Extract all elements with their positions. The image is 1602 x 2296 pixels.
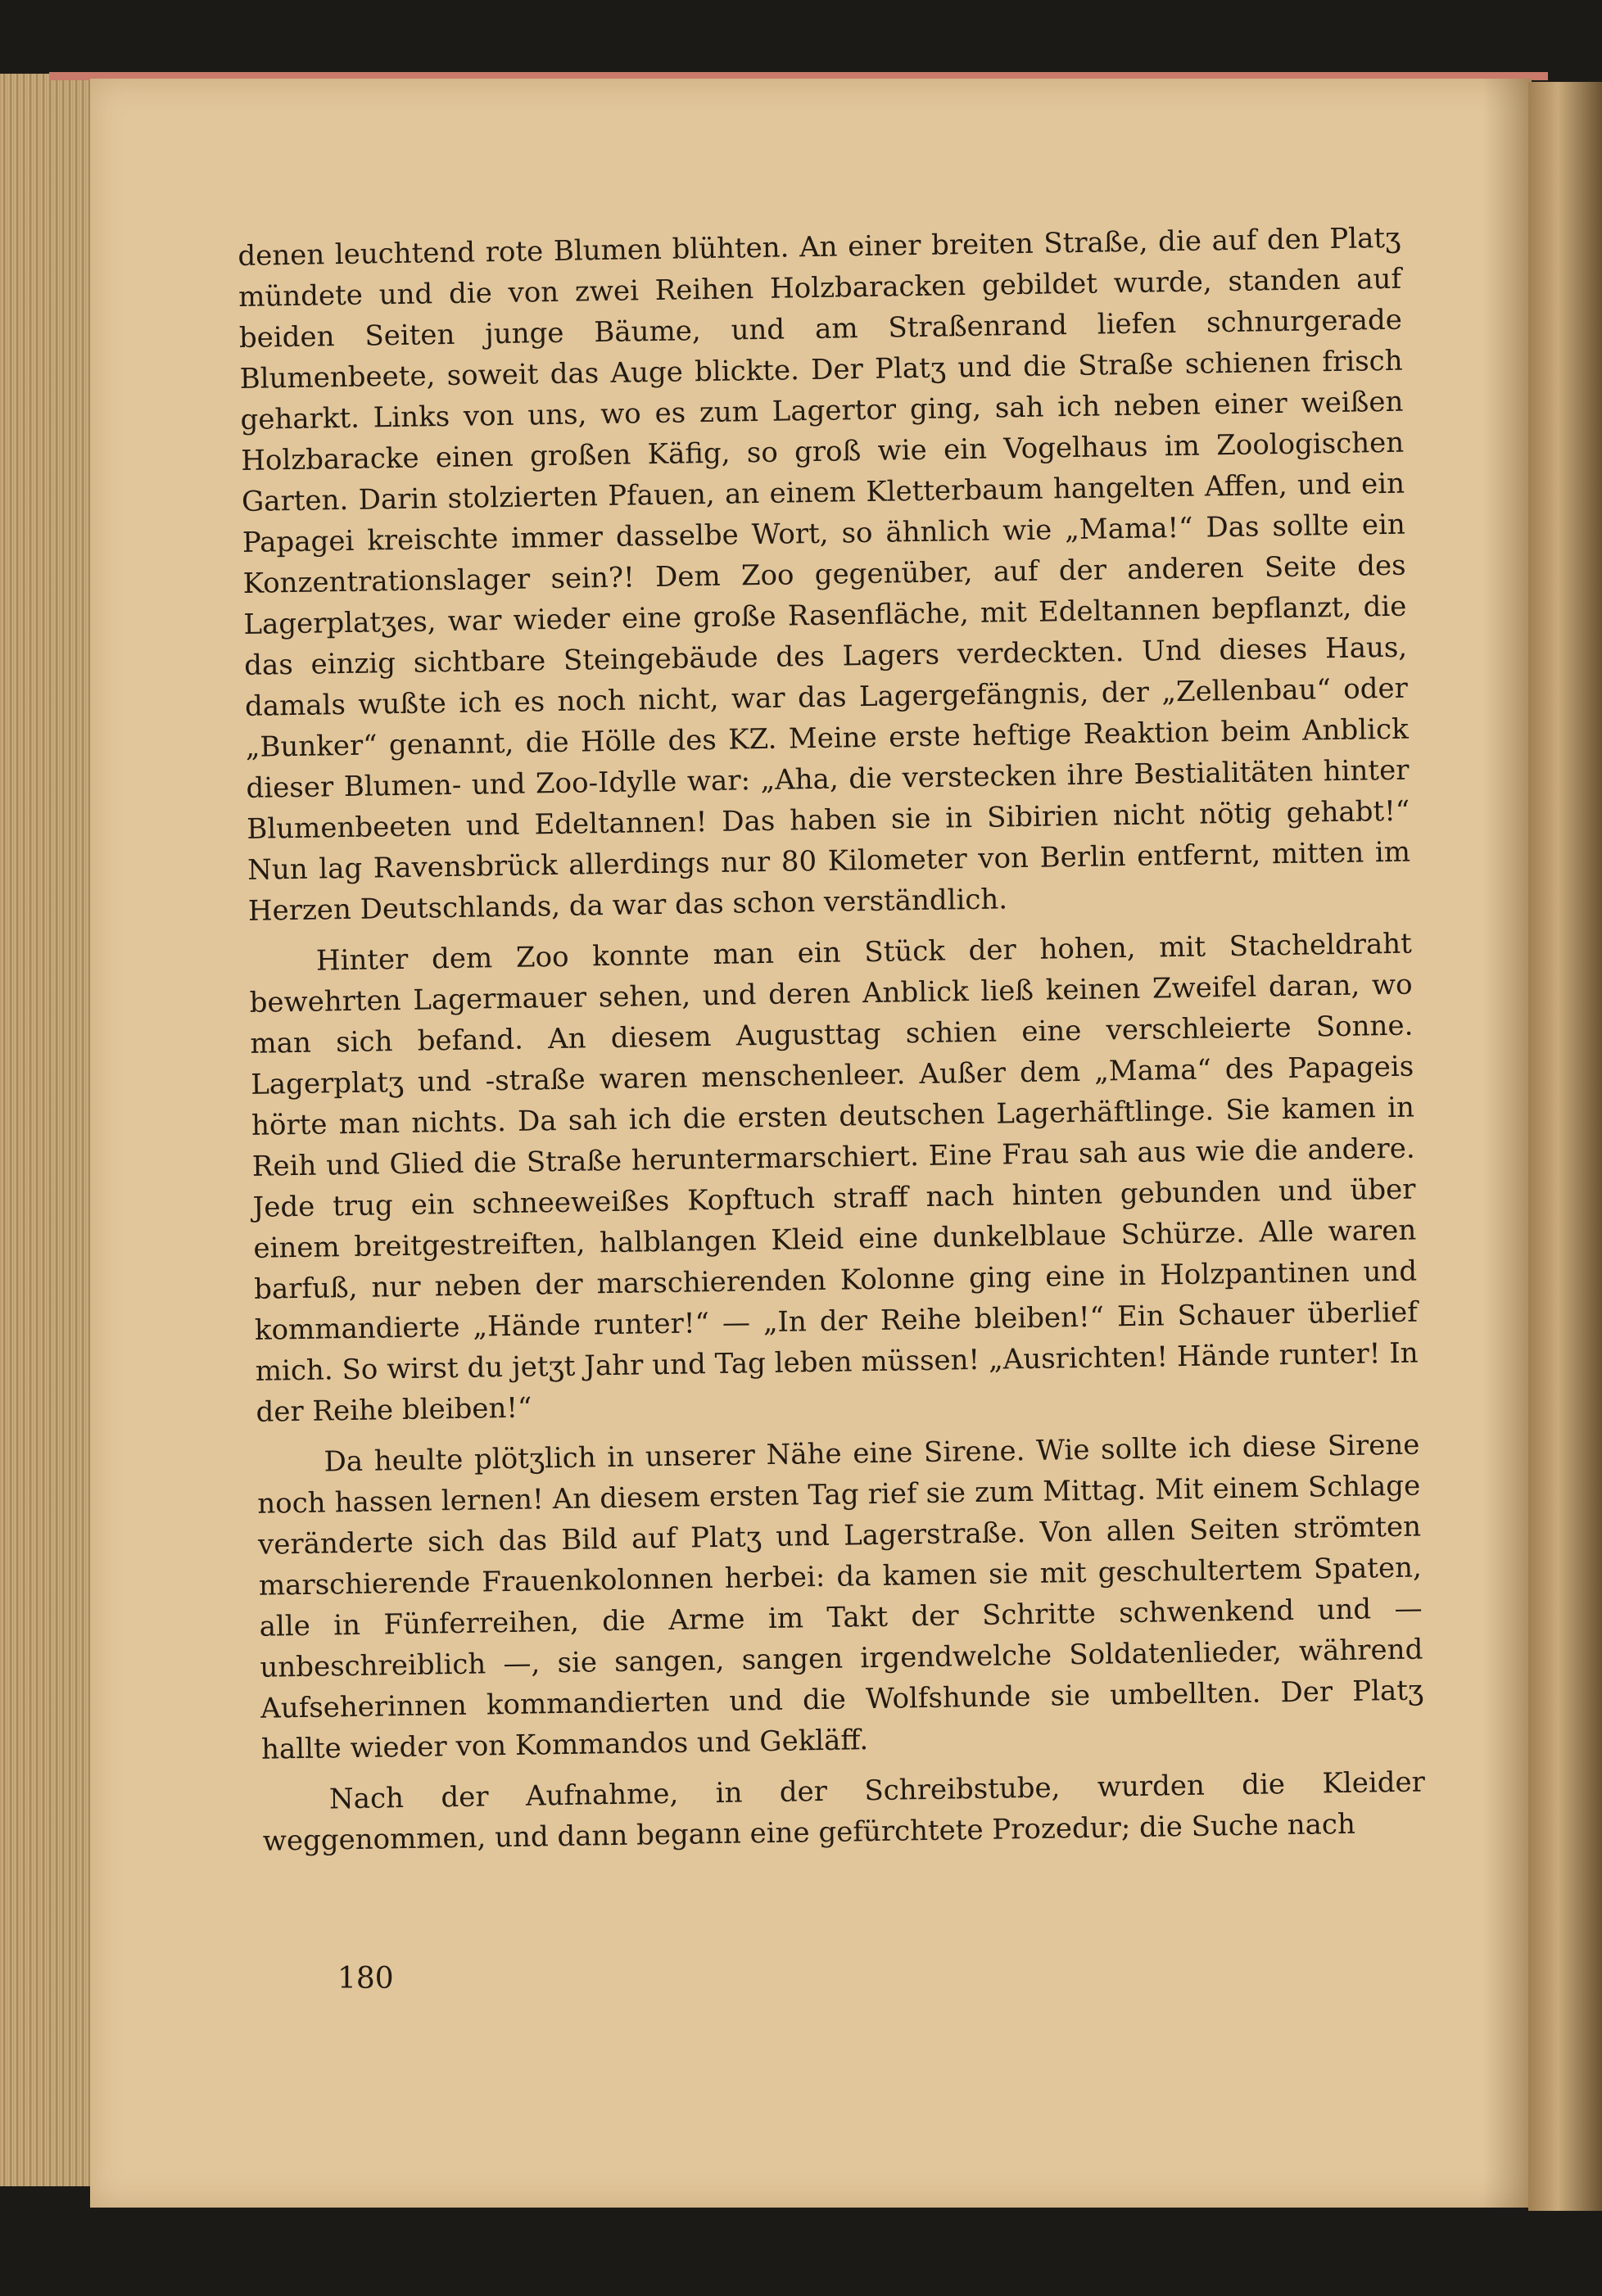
paragraph-1: denen leuchtend rote Blumen blühten. An einer breiten Straße, die auf den Platʒ mündete und die von zwei Reihen Holzbaracken gebildet wurde, standen auf beiden Seiten junge Bäume, und am Straßenrand liefen schnurgerade Blumenbeete, soweit das Auge blickte. Der Platʒ und die Straße schienen frisch geharkt. Links von uns, wo es zum Lagertor ging, sah ich neben einer weißen Holzbaracke einen großen Käfig, so groß wie ein Vogelhaus im Zoologischen Garten. Darin stolzierten Pfauen, an einem Kletterbaum hangelten Affen, und ein Papagei kreischte immer dasselbe Wort, so ähnlich wie „Mama!“ Das sollte ein Konzentrationslager sein?! Dem Zoo gegenüber, auf der anderen Seite des Lagerplatʒes, war wieder eine große Rasenfläche, mit Edeltannen bepflanzt, die das einzig sichtbare Steingebäude des Lagers verdeckten. Und dieses Haus, damals wußte ich es noch nicht, war das Lagergefängnis, der „Zellenbau“ oder „Bunker“ genannt, die Hölle des KZ. Meine erste heftige Reaktion beim Anblick dieser Blumen- und Zoo-Idylle war: „Aha, die verstecken ihre Bestialitäten hinter Blumenbeeten und Edeltannen! Das haben sie in Sibirien nicht nötig gehabt!“ Nun lag Ravensbrück allerdings nur 80 Kilometer von Berlin entfernt, mitten im Herzen Deutschlands, da war das schon verständlich. <box>238 221 1411 928</box>
paragraph-3: Da heulte plötʒlich in unserer Nähe eine Sirene. Wie sollte ich diese Sirene noch hassen lernen! An diesem ersten Tag rief sie zum Mittag. Mit einem Schlage veränderte sich das Bild auf Platʒ und Lagerstraße. Von allen Seiten strömten marschierende Frauenkolonnen herbei: da kamen sie mit geschultertem Spaten, alle in Fünferreihen, die Arme im Takt der Schritte schwenkend und — unbeschreiblich —, sie sangen, sangen irgendwelche Soldatenlieder, während Aufseherinnen kommandierten und die Wolfshunde sie umbellten. Der Platʒ hallte wieder von Kommandos und Gekläff. <box>257 1428 1424 1766</box>
binding-edge <box>1528 82 1602 2211</box>
page-number: 180 <box>337 1962 394 1995</box>
page-stack-edges <box>0 74 98 2186</box>
spine-shadow <box>1482 79 1532 2208</box>
paragraph-4: Nach der Aufnahme, in der Schreibstube, wurden die Kleider weggenommen, und dann begann eine gefürchtete Prozedur; die Suche nach <box>262 1765 1426 1858</box>
body-text <box>238 218 1426 1872</box>
paragraph-2: Hinter dem Zoo konnte man ein Stück der hohen, mit Stacheldraht bewehrten Lagermauer sehen, und deren Anblick ließ keinen Zweifel daran, wo man sich befand. An diesem Augusttag schien eine verschleierte Sonne. Lagerplatʒ und -straße waren menschenleer. Außer dem „Mama“ des Papageis hörte man nichts. Da sah ich die ersten deutschen Lagerhäftlinge. Sie kamen in Reih und Glied die Straße heruntermarschiert. Eine Frau sah aus wie die andere. Jede trug ein schneeweißes Kopftuch straff nach hinten gebunden und über einem breitgestreiften, halblangen Kleid eine dunkelblaue Schürze. Alle waren barfuß, nur neben der marschierenden Kolonne ging eine in Holzpantinen und kommandierte „Hände runter!“ — „In der Reihe bleiben!“ Ein Schauer überlief mich. So wirst du jetʒt Jahr und Tag leben müssen! „Ausrichten! Hände runter! In der Reihe bleiben!“ <box>249 927 1419 1429</box>
